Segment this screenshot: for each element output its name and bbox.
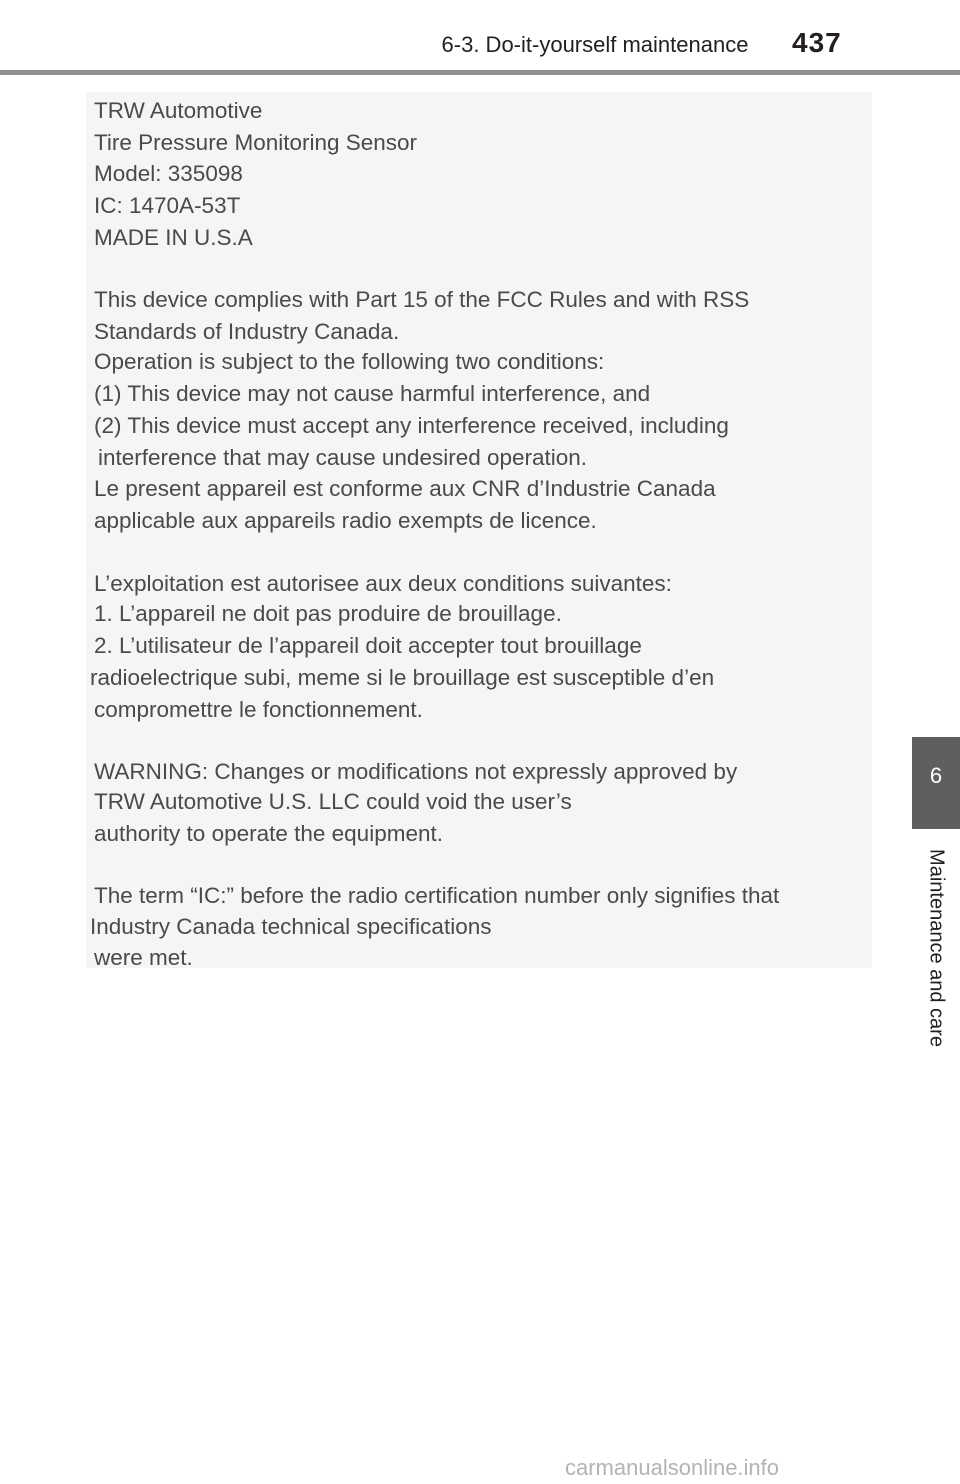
label-line: L’exploitation est autorisee aux deux conditions suivantes: [94,571,672,596]
label-line: were met. [94,945,193,970]
label-line: Le present appareil est conforme aux CNR d’Industrie Canada [94,476,716,501]
watermark: carmanualsonline.info [565,1455,780,1480]
label-line: Standards of Industry Canada. [94,319,400,344]
page-number: 437 [792,27,842,58]
label-line: MADE IN U.S.A [94,225,253,250]
label-line: radioelectrique subi, meme si le brouillage est susceptible d’en [90,665,715,690]
label-line: This device complies with Part 15 of the FCC Rules and with RSS [94,287,750,312]
label-line: interference that may cause undesired operation. [98,445,588,470]
chapter-tab [912,737,960,829]
label-line: Tire Pressure Monitoring Sensor [94,130,418,155]
label-line: WARNING: Changes or modifications not expressly approved by [94,759,738,784]
label-line: Model: 335098 [94,161,243,186]
label-line: 2. L’utilisateur de l’appareil doit accepter tout brouillage [94,633,642,658]
label-line: Industry Canada technical specifications [90,914,492,939]
label-line: compromettre le fonctionnement. [94,697,423,722]
label-line: The term “IC:” before the radio certification number only signifies that [94,883,780,908]
label-line: TRW Automotive U.S. LLC could void the user’s [94,789,572,814]
section-title: 6-3. Do-it-yourself maintenance [441,32,749,57]
header-rule [0,70,960,75]
label-line: TRW Automotive [94,98,263,123]
label-line: (1) This device may not cause harmful interference, and [94,381,651,406]
label-line: authority to operate the equipment. [94,821,443,846]
chapter-title: Maintenance and care [925,849,948,1047]
label-line: 1. L’appareil ne doit pas produire de brouillage. [94,601,562,626]
certification-label-image [86,92,872,968]
label-line: IC: 1470A-53T [94,193,241,218]
label-line: applicable aux appareils radio exempts de licence. [94,508,597,533]
chapter-number: 6 [929,763,943,788]
label-line: Operation is subject to the following two conditions: [94,349,605,374]
label-line: (2) This device must accept any interference received, including [94,413,729,438]
